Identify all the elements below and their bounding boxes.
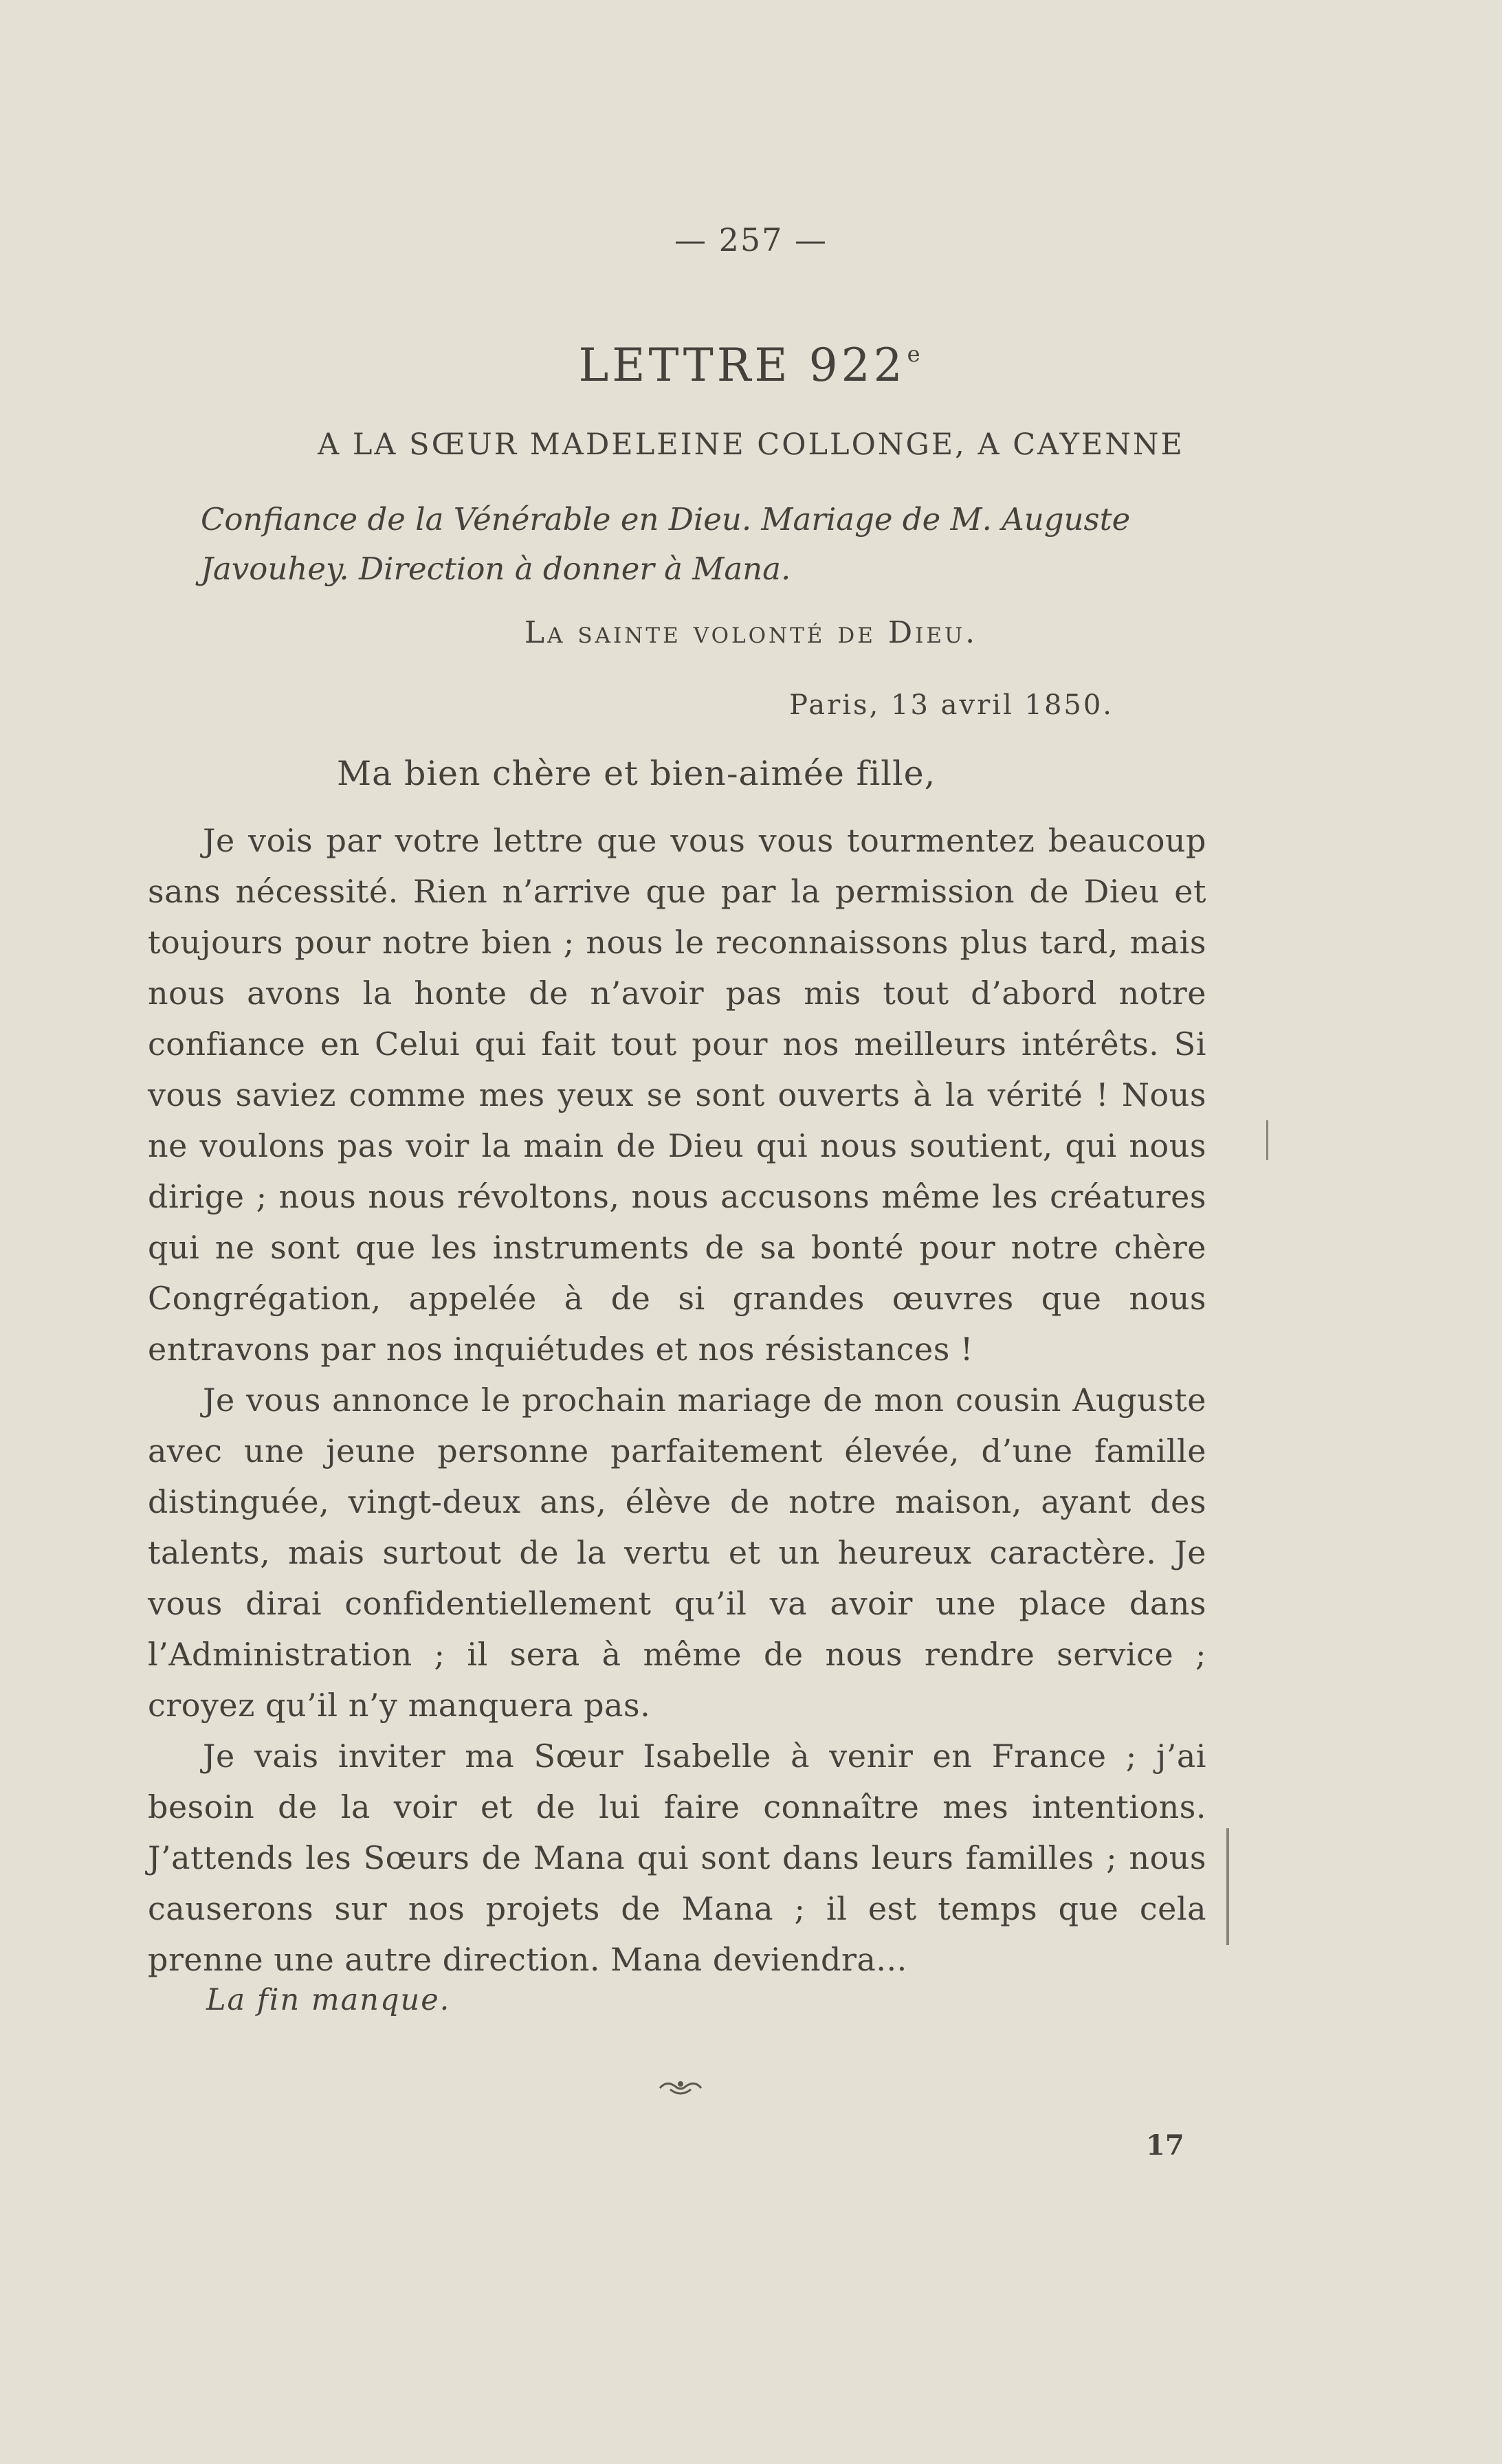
page-number: — 257 — xyxy=(674,221,828,258)
body-paragraph: Je vais inviter ma Sœur Isabelle à venir en France ; j’ai besoin de la voir et de lui faire connaître mes intentions. J’attends les Sœurs de Mana qui sont dans leurs familles ; nous causerons sur nos projets de Mana ; il est temps que cela prenne une autre direction. Mana deviendra... xyxy=(148,1738,1206,1978)
salutation: Ma bien chère et bien-aimée fille, xyxy=(337,754,936,793)
letter-title-main: LETTRE 922 xyxy=(578,339,906,392)
signature-mark: 17 xyxy=(1146,2129,1184,2162)
letter-recipient: A LA SŒUR MADELEINE COLLONGE, A CAYENNE xyxy=(318,428,1184,462)
letter-summary: Confiance de la Vénérable en Dieu. Mariage de M. Auguste Javouhey. Direction à donner à Mana. xyxy=(201,501,1131,587)
margin-mark xyxy=(1266,1120,1268,1160)
body-paragraph: Je vous annonce le prochain mariage de mon cousin Auguste avec une jeune personne parfaitement élevée, d’une famille distinguée, vingt-deux ans, élève de notre maison, ayant des talents, mais surtout de la vertu et un heureux caractère. Je vous dirai confidentiellement qu’il va avoir une place dans l’Administration ; il sera à même de nous rendre service ; croyez qu’il n’y manquera pas. xyxy=(148,1381,1206,1724)
letter-title-superscript: e xyxy=(907,341,924,367)
invocation: La sainte volonté de Dieu. xyxy=(524,615,978,650)
margin-mark xyxy=(1226,1828,1229,1945)
closing-note: La fin manque. xyxy=(206,1983,451,2017)
body-paragraph: Je vois par votre lettre que vous vous tourmentez beaucoup sans nécessité. Rien n’arrive que par la permission de Dieu et toujours pour notre bien ; nous le reconnaissons plus tard, mais nous avons la honte de n’avoir pas mis tout d’abord notre confiance en Celui qui fait tout pour nos meilleurs intérêts. Si vous saviez comme mes yeux se sont ouverts à la vérité ! Nous ne voulons pas voir la main de Dieu qui nous soutient, qui nous dirige ; nous nous révoltons, nous accusons même les créatures qui ne sont que les instruments de sa bonté pour notre chère Congrégation, appelée à de si grandes œuvres que nous entravons par nos inquiétudes et nos résistances ! xyxy=(148,822,1206,1368)
letter-title xyxy=(0,339,1502,392)
dateline: Paris, 13 avril 1850. xyxy=(789,689,1114,721)
fleuron-ornament-icon xyxy=(656,2074,705,2102)
letter-body xyxy=(148,815,1206,1985)
